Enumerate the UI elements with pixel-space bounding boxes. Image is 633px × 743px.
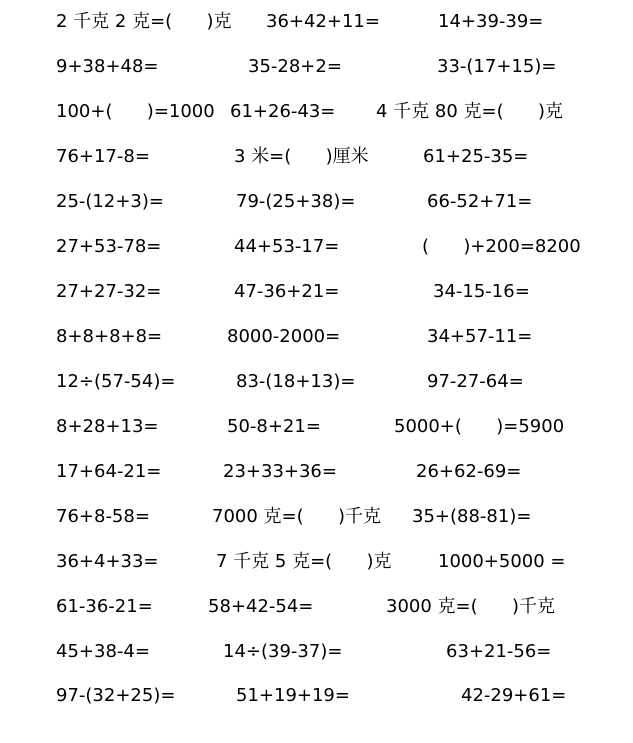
problem-cell: 35-28+2=	[248, 56, 342, 77]
problem-cell: 97-27-64=	[427, 371, 524, 392]
problem-cell: 14+39-39=	[438, 11, 544, 32]
problem-cell: 7000 克=( )千克	[212, 506, 381, 527]
problem-cell: 17+64-21=	[56, 461, 162, 482]
problem-cell: 36+4+33=	[56, 551, 159, 572]
problem-cell: 76+17-8=	[56, 146, 150, 167]
problem-row	[0, 52, 633, 82]
problem-cell: 27+53-78=	[56, 236, 162, 257]
problem-cell: 47-36+21=	[234, 281, 340, 302]
problem-row	[0, 97, 633, 127]
problem-cell: 100+( )=1000	[56, 101, 215, 122]
problem-cell: 8+28+13=	[56, 416, 159, 437]
problem-cell: 12÷(57-54)=	[56, 371, 176, 392]
problem-cell: 58+42-54=	[208, 596, 314, 617]
problem-row	[0, 187, 633, 217]
problem-cell: 8+8+8+8=	[56, 326, 163, 347]
problem-row	[0, 142, 633, 172]
problem-row	[0, 277, 633, 307]
problem-cell: 4 千克 80 克=( )克	[376, 101, 563, 122]
problem-cell: 79-(25+38)=	[236, 191, 356, 212]
problem-row	[0, 322, 633, 352]
problem-cell: 9+38+48=	[56, 56, 159, 77]
problem-cell: 61+25-35=	[423, 146, 529, 167]
problem-cell: 97-(32+25)=	[56, 685, 176, 706]
problem-cell: 3 米=( )厘米	[234, 146, 369, 167]
problem-cell: 42-29+61=	[461, 685, 567, 706]
problem-cell: 50-8+21=	[227, 416, 321, 437]
problem-cell: 33-(17+15)=	[437, 56, 557, 77]
problem-row	[0, 232, 633, 262]
problem-row	[0, 681, 633, 711]
problem-cell: 3000 克=( )千克	[386, 596, 555, 617]
problem-row	[0, 592, 633, 622]
problem-cell: ( )+200=8200	[422, 236, 581, 257]
problem-cell: 1000+5000 =	[438, 551, 566, 572]
problem-cell: 51+19+19=	[236, 685, 350, 706]
problem-cell: 34+57-11=	[427, 326, 533, 347]
problem-row	[0, 412, 633, 442]
problem-cell: 66-52+71=	[427, 191, 533, 212]
problem-cell: 14÷(39-37)=	[223, 641, 343, 662]
problem-cell: 2 千克 2 克=( )克	[56, 11, 232, 32]
problem-cell: 8000-2000=	[227, 326, 341, 347]
problem-row	[0, 7, 633, 37]
problem-cell: 34-15-16=	[433, 281, 530, 302]
problem-cell: 5000+( )=5900	[394, 416, 565, 437]
problem-row	[0, 502, 633, 532]
problem-cell: 35+(88-81)=	[412, 506, 532, 527]
problem-cell: 76+8-58=	[56, 506, 150, 527]
problem-row	[0, 457, 633, 487]
problem-cell: 36+42+11=	[266, 11, 380, 32]
problem-cell: 63+21-56=	[446, 641, 552, 662]
problem-row	[0, 547, 633, 577]
problem-cell: 83-(18+13)=	[236, 371, 356, 392]
problem-cell: 44+53-17=	[234, 236, 340, 257]
problem-cell: 27+27-32=	[56, 281, 162, 302]
problem-cell: 26+62-69=	[416, 461, 522, 482]
problem-row	[0, 367, 633, 397]
problem-cell: 61-36-21=	[56, 596, 153, 617]
problem-cell: 23+33+36=	[223, 461, 337, 482]
problem-cell: 7 千克 5 克=( )克	[216, 551, 392, 572]
problem-cell: 25-(12+3)=	[56, 191, 164, 212]
problem-row	[0, 637, 633, 667]
problem-cell: 61+26-43=	[230, 101, 336, 122]
problem-cell: 45+38-4=	[56, 641, 150, 662]
